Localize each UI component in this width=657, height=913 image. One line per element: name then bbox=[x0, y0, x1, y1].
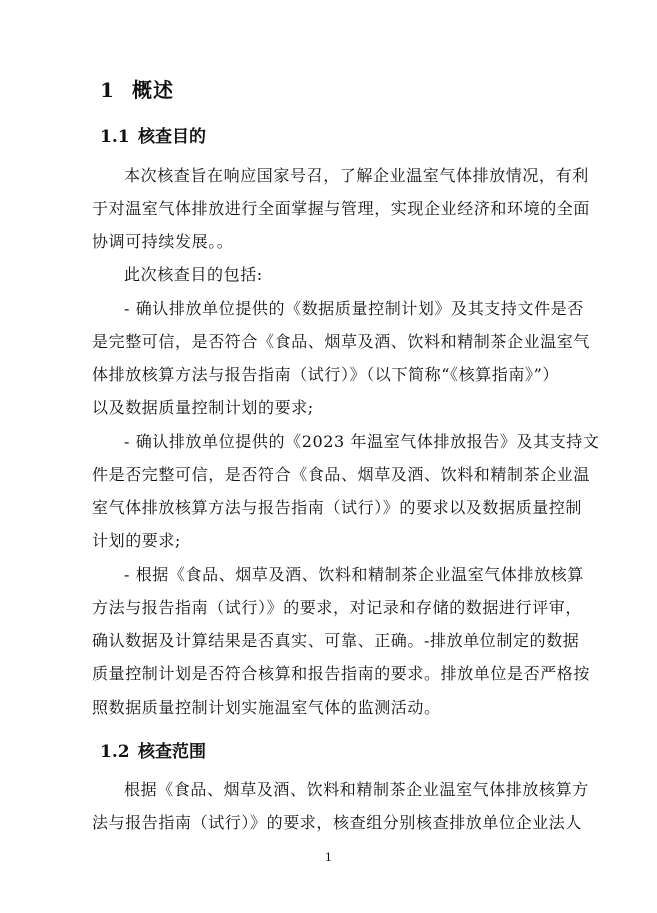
paragraph-line: 本次核查旨在响应国家号召，了解企业温室气体排放情况，有利 bbox=[124, 166, 589, 185]
paragraph-line: 照数据质量控制计划实施温室气体的监测活动。 bbox=[92, 698, 441, 717]
section-number: 1.2 bbox=[100, 742, 130, 762]
paragraph-line: 于对温室气体排放进行全面掌握与管理，实现企业经济和环境的全面 bbox=[92, 199, 591, 218]
page-number: 1 bbox=[325, 851, 332, 864]
section-number: 1.1 bbox=[100, 127, 130, 147]
section-heading-1-2 bbox=[100, 737, 206, 762]
paragraph-line: - 确认排放单位提供的《2023 年温室气体排放报告》及其支持文 bbox=[124, 432, 600, 451]
section-title: 核查范围 bbox=[138, 742, 206, 762]
paragraph-line: 计划的要求; bbox=[92, 531, 181, 550]
paragraph-line: 体排放核算方法与报告指南（试行）》（以下简称“《核算指南》”） bbox=[92, 365, 559, 384]
paragraph-line: - 确认排放单位提供的《数据质量控制计划》及其支持文件是否 bbox=[124, 299, 584, 318]
chapter-number: 1 bbox=[100, 78, 115, 102]
chapter-heading bbox=[100, 74, 174, 103]
paragraph-line: 此次核查目的包括: bbox=[124, 265, 263, 284]
paragraph-line: 确认数据及计算结果是否真实、可靠、正确。-排放单位制定的数据 bbox=[92, 631, 580, 650]
paragraph-line: 协调可持续发展。。 bbox=[92, 232, 234, 251]
paragraph-line: 以及数据质量控制计划的要求; bbox=[92, 398, 314, 417]
paragraph-line: 是完整可信，是否符合《食品、烟草及酒、饮料和精制茶企业温室气 bbox=[92, 332, 591, 351]
paragraph-line: 法与报告指南（试行）》的要求，核查组分别核查排放单位企业法人 bbox=[92, 813, 583, 832]
paragraph-line: 件是否完整可信，是否符合《食品、烟草及酒、饮料和精制茶企业温 bbox=[92, 465, 591, 484]
section-heading-1-1 bbox=[100, 122, 206, 147]
section-title: 核查目的 bbox=[138, 127, 206, 147]
paragraph-line: 根据《食品、烟草及酒、饮料和精制茶企业温室气体排放核算方 bbox=[124, 780, 589, 799]
paragraph-line: 室气体排放核算方法与报告指南（试行）》的要求以及数据质量控制 bbox=[92, 498, 583, 517]
paragraph-line: 方法与报告指南（试行）》的要求，对记录和存储的数据进行评审， bbox=[92, 598, 583, 617]
paragraph-line: 质量控制计划是否符合核算和报告指南的要求。排放单位是否严格按 bbox=[92, 664, 591, 683]
chapter-title: 概述 bbox=[132, 78, 174, 102]
paragraph-line: - 根据《食品、烟草及酒、饮料和精制茶企业温室气体排放核算 bbox=[124, 565, 584, 584]
